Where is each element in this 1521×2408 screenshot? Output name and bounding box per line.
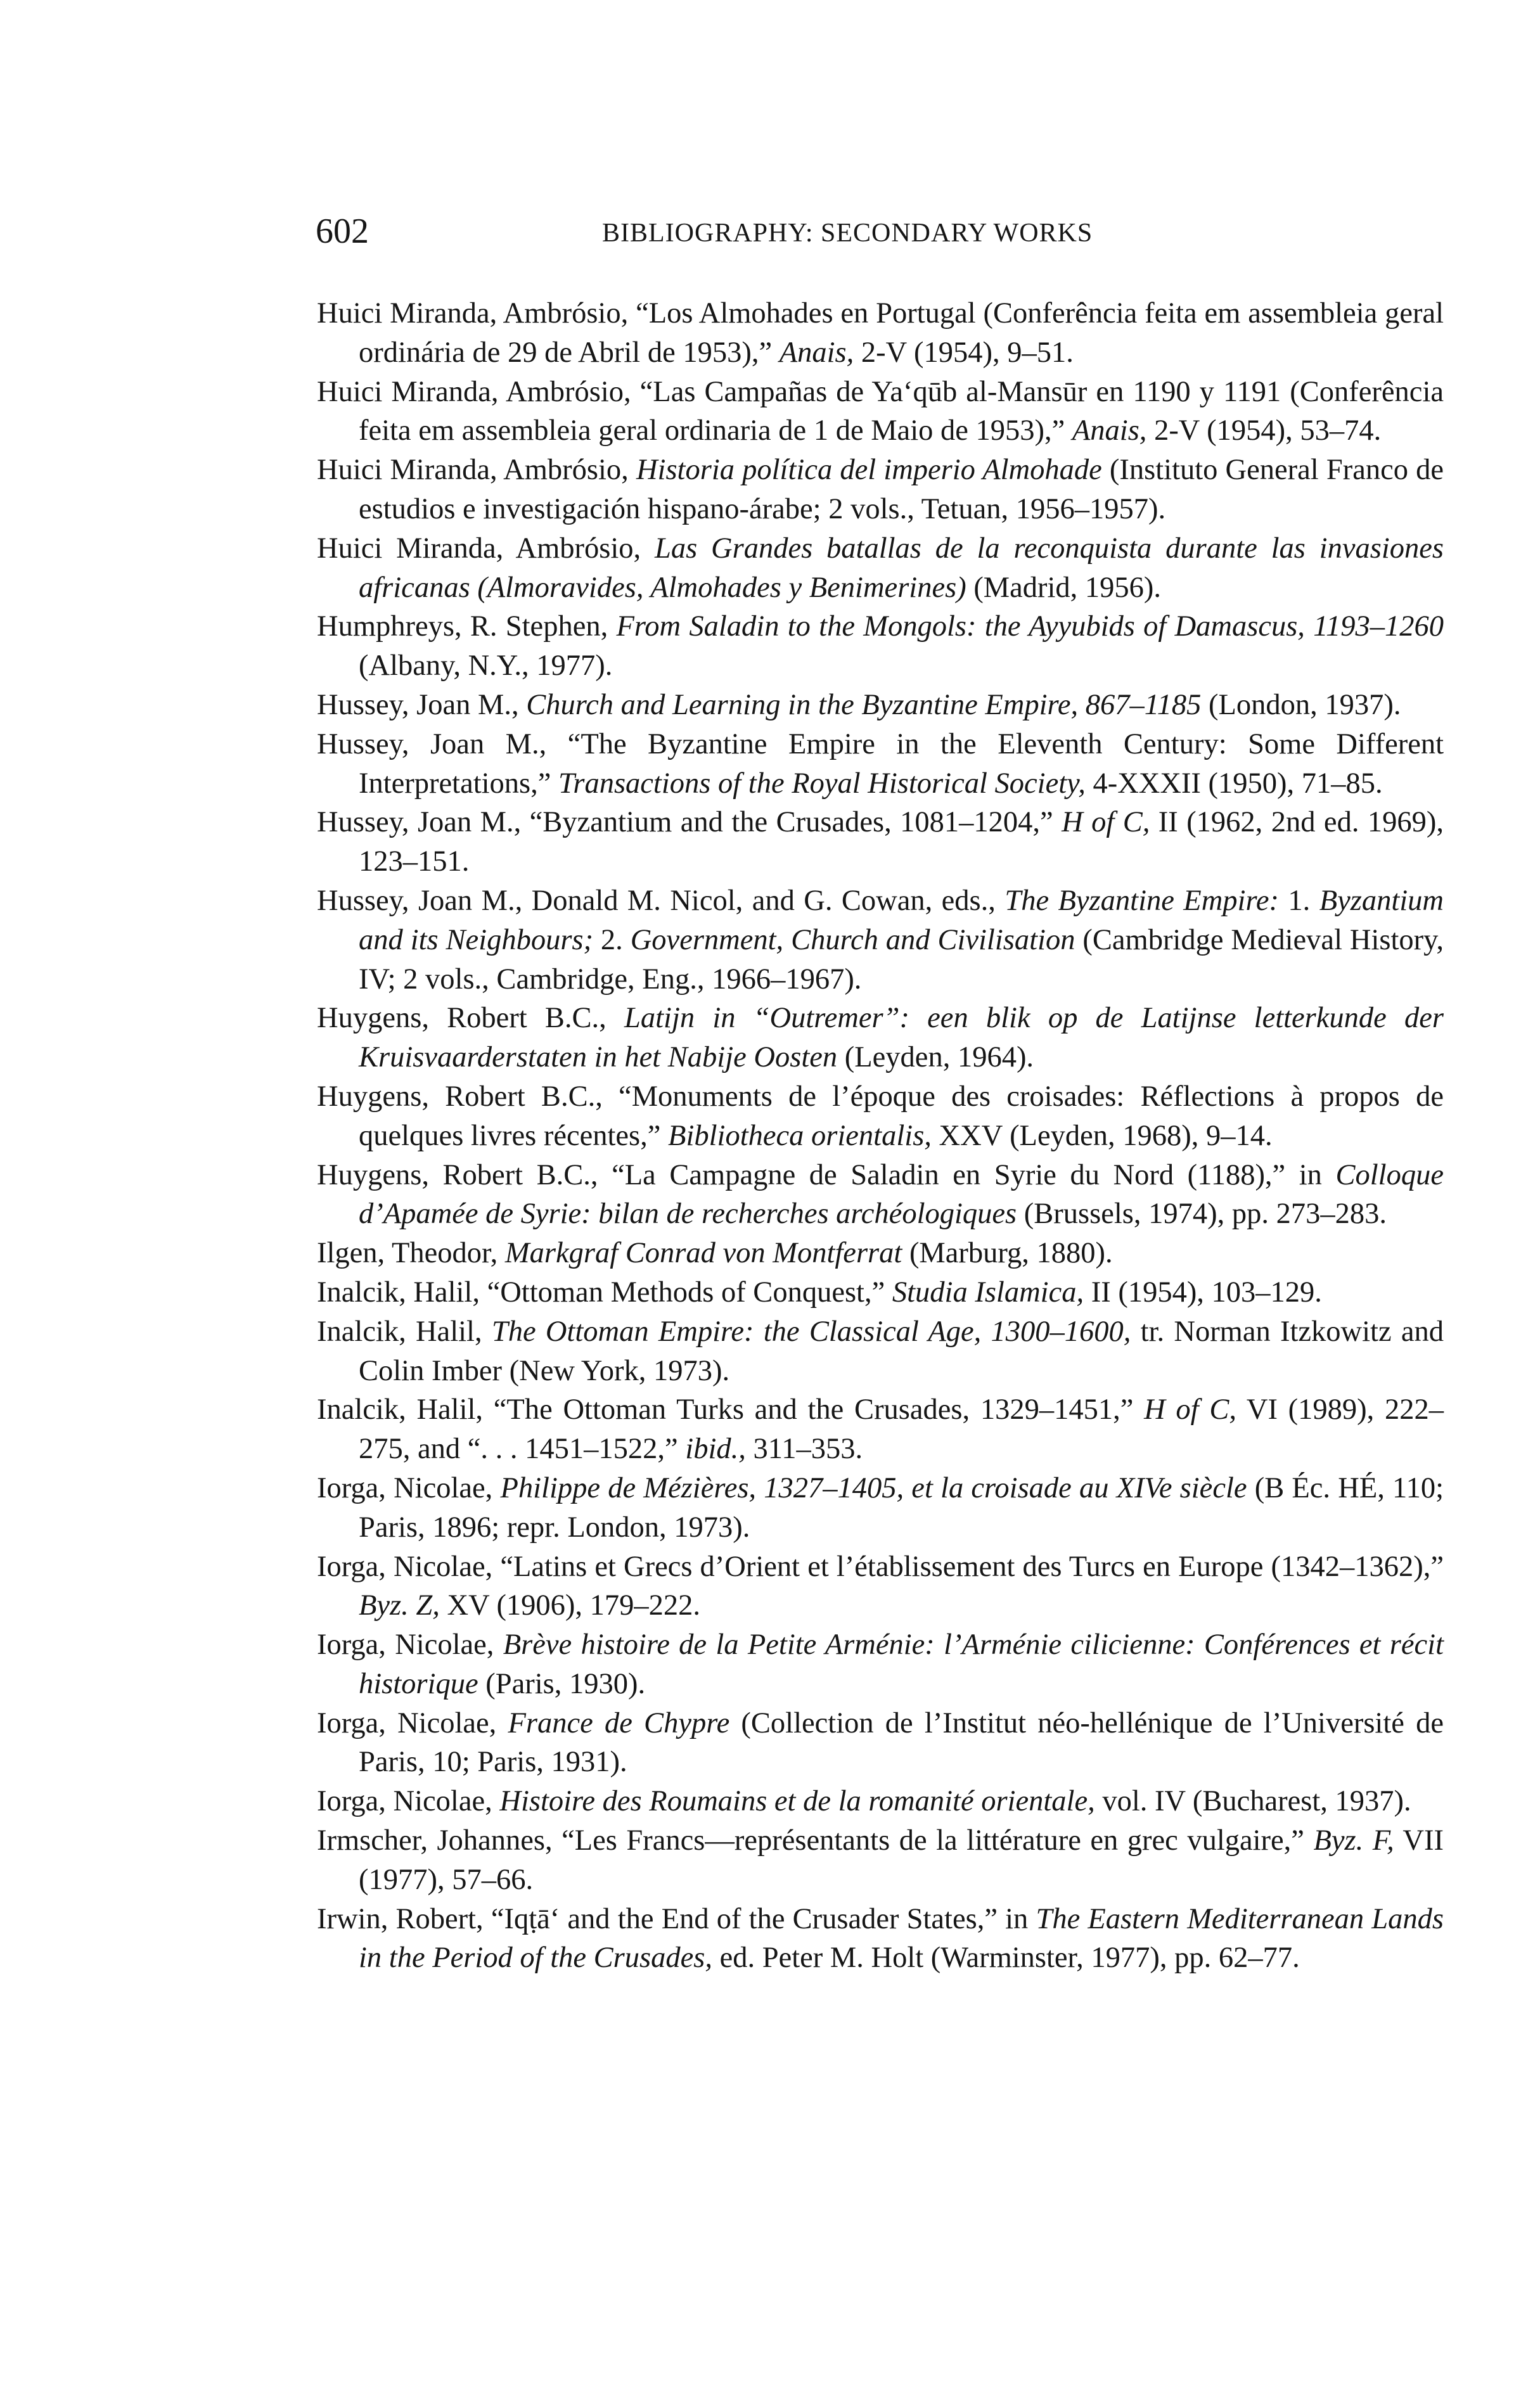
entry-text: 311–353. <box>745 1433 863 1466</box>
entry-text: Iorga, Nicolae, <box>317 1785 500 1818</box>
entry-text: Inalcik, Halil, <box>317 1315 492 1348</box>
entry-title-italic: Byzantium and its Neighbours; <box>359 884 1444 956</box>
entry-title-italic: Histoire des Roumains et de la romanité orientale, <box>499 1785 1095 1818</box>
entry-text: 2. <box>593 923 631 956</box>
entry-title-italic: Government, Church and Civilisation <box>630 923 1075 956</box>
entry-title-italic: Brève histoire de la Petite Arménie: l’Arménie cilicienne: Conférences et récit historique <box>359 1629 1444 1700</box>
running-header-title: BIBLIOGRAPHY: SECONDARY WORKS <box>602 219 1093 248</box>
bibliography-entry <box>317 373 1444 451</box>
entry-text: XV (1906), 179–222. <box>439 1589 701 1622</box>
entry-text: 2-V (1954), 53–74. <box>1146 414 1382 447</box>
entry-text: Hussey, Joan M., “Byzantium and the Crusades, 1081–1204,” <box>317 806 1062 839</box>
entry-text: (B Éc. HÉ, 110; Paris, 1896; repr. London, 1973). <box>359 1471 1444 1544</box>
entry-text: Iorga, Nicolae, <box>317 1707 508 1739</box>
entry-text: (London, 1937). <box>1201 688 1401 721</box>
page-number: 602 <box>316 212 369 251</box>
entry-title-italic: Byz. Z, <box>359 1589 440 1622</box>
entry-text: Humphreys, R. Stephen, <box>317 610 617 643</box>
bibliography-entry <box>317 1077 1444 1156</box>
entry-text: Hussey, Joan M., Donald M. Nicol, and G. Cowan, eds., <box>317 884 1005 917</box>
bibliography-entry <box>317 607 1444 686</box>
entry-title-italic: Studia Islamica, <box>892 1276 1084 1309</box>
entry-text: Hussey, Joan M., “The Byzantine Empire in the Eleventh Century: Some Different Interpretations,” <box>317 727 1444 800</box>
bibliography-entry <box>317 1704 1444 1783</box>
entry-text: ed. Peter M. Holt (Warminster, 1977), pp. 62–77. <box>712 1942 1300 1975</box>
entry-text: (Marburg, 1880). <box>902 1237 1113 1270</box>
bibliography-entry <box>317 1625 1444 1704</box>
entry-title-italic: The Ottoman Empire: the Classical Age, 1300–1600, <box>491 1315 1131 1348</box>
entry-text: Ilgen, Theodor, <box>317 1237 505 1270</box>
entry-text: VII (1977), 57–66. <box>359 1824 1444 1896</box>
entry-text: 2-V (1954), 9–51. <box>854 336 1074 369</box>
bibliography-entry <box>317 294 1444 373</box>
entry-text: Huygens, Robert B.C., “Monuments de l’époque des croisades: Réflections à propos de quelques livres récentes,” <box>317 1080 1444 1152</box>
entry-text: XXV (Leyden, 1968), 9–14. <box>931 1119 1273 1152</box>
entry-text: Inalcik, Halil, “The Ottoman Turks and the Crusades, 1329–1451,” <box>317 1393 1145 1426</box>
entry-text: Iorga, Nicolae, “Latins et Grecs d’Orient et l’établissement des Turcs en Europe (1342–1362),” <box>317 1550 1444 1583</box>
bibliography-entry <box>317 1469 1444 1547</box>
entry-text: (Albany, N.Y., 1977). <box>359 650 613 682</box>
entry-text: Iorga, Nicolae, <box>317 1471 501 1504</box>
entry-text: Huygens, Robert B.C., “La Campagne de Saladin en Syrie du Nord (1188),” in <box>317 1158 1336 1191</box>
entry-text: VI (1989), 222–275, and “. . . 1451–1522,” <box>359 1393 1444 1466</box>
entry-title-italic: Byz. F, <box>1313 1824 1394 1857</box>
entry-text: vol. IV (Bucharest, 1937). <box>1094 1785 1411 1818</box>
bibliography-list <box>317 294 1444 1978</box>
entry-text: (Instituto General Franco de estudios e investigación hispano-árabe; 2 vols., Tetuan, 1956–1957). <box>359 454 1444 525</box>
entry-title-italic: The Byzantine Empire: <box>1004 884 1279 917</box>
entry-text: 1. <box>1278 884 1319 917</box>
entry-title-italic: Colloque d’Apamée de Syrie: bilan de recherches archéologiques <box>359 1158 1444 1231</box>
entry-text: Irwin, Robert, “Iqṭā‘ and the End of the Crusader States,” in <box>317 1902 1036 1935</box>
bibliography-entry <box>317 529 1444 608</box>
bibliography-entry <box>317 1273 1444 1312</box>
entry-text: (Leyden, 1964). <box>837 1041 1034 1074</box>
entry-title-italic: Anais, <box>779 336 854 369</box>
bibliography-entry <box>317 725 1444 804</box>
entry-text: (Cambridge Medieval History, IV; 2 vols., Cambridge, Eng., 1966–1967). <box>359 923 1444 996</box>
entry-title-italic: Las Grandes batallas de la reconquista durante las invasiones africanas (Almoravides, Almohades y Benimerines) <box>359 532 1444 604</box>
bibliography-entry <box>317 1234 1444 1273</box>
entry-title-italic: Markgraf Conrad von Montferrat <box>504 1237 902 1270</box>
entry-title-italic: Transactions of the Royal Historical Society, <box>558 767 1086 800</box>
entry-title-italic: ibid., <box>685 1433 746 1466</box>
entry-title-italic: H of C, <box>1062 806 1150 839</box>
entry-text: Huici Miranda, Ambrósio, <box>317 454 636 487</box>
entry-title-italic: Philippe de Mézières, 1327–1405, et la croisade au XIVe siècle <box>500 1471 1247 1504</box>
entry-title-italic: Anais, <box>1072 414 1147 447</box>
bibliography-entry <box>317 999 1444 1077</box>
entry-text: tr. Norman Itzkowitz and Colin Imber (New York, 1973). <box>359 1315 1444 1387</box>
entry-title-italic: Latijn in “Outremer”: een blik op de Latijnse letterkunde der Kruisvaarderstaten in het Nabije Oosten <box>359 1002 1444 1074</box>
bibliography-entry <box>317 881 1444 999</box>
entry-text: Huygens, Robert B.C., <box>317 1002 624 1035</box>
entry-text: (Paris, 1930). <box>478 1667 646 1700</box>
entry-text: Huici Miranda, Ambrósio, “Las Campañas de Ya‘qūb al-Mansūr en 1190 y 1191 (Conferência feita em assembleia geral ordinaria de 1 de Maio de 1953),” <box>317 375 1444 447</box>
entry-text: Huici Miranda, Ambrósio, <box>317 532 655 565</box>
entry-text: Huici Miranda, Ambrósio, “Los Almohades en Portugal (Conferência feita em assembleia geral ordinária de 29 de Abril de 1953),” <box>317 297 1444 369</box>
entry-title-italic: Bibliotheca orientalis, <box>668 1119 932 1152</box>
bibliography-entry <box>317 1821 1444 1900</box>
bibliography-entry <box>317 686 1444 725</box>
bibliography-entry <box>317 1782 1444 1821</box>
entry-text: (Brussels, 1974), pp. 273–283. <box>1017 1198 1387 1231</box>
running-head <box>316 209 1444 253</box>
bibliography-entry <box>317 1390 1444 1469</box>
bibliography-entry <box>317 1312 1444 1391</box>
entry-text: II (1962, 2nd ed. 1969), 123–151. <box>359 806 1444 878</box>
entry-title-italic: H of C, <box>1144 1393 1236 1426</box>
entry-title-italic: The Eastern Mediterranean Lands in the Period of the Crusades, <box>359 1902 1444 1975</box>
bibliography-entry <box>317 1900 1444 1978</box>
entry-text: Hussey, Joan M., <box>317 688 527 721</box>
bibliography-entry <box>317 451 1444 529</box>
entry-title-italic: France de Chypre <box>508 1707 730 1739</box>
entry-text: Irmscher, Johannes, “Les Francs—représentants de la littérature en grec vulgaire,” <box>317 1824 1314 1857</box>
entry-title-italic: From Saladin to the Mongols: the Ayyubids of Damascus, 1193–1260 <box>616 610 1444 643</box>
entry-title-italic: Historia política del imperio Almohade <box>636 454 1102 487</box>
entry-text: Iorga, Nicolae, <box>317 1629 503 1662</box>
bibliography-entry <box>317 1156 1444 1234</box>
entry-text: (Collection de l’Institut néo-hellénique de l’Université de Paris, 10; Paris, 1931). <box>359 1707 1444 1779</box>
entry-text: Inalcik, Halil, “Ottoman Methods of Conquest,” <box>317 1276 892 1309</box>
entry-text: (Madrid, 1956). <box>966 571 1162 604</box>
bibliography-entry <box>317 1547 1444 1626</box>
entry-text: 4-XXXII (1950), 71–85. <box>1085 767 1383 800</box>
entry-title-italic: Church and Learning in the Byzantine Empire, 867–1185 <box>526 688 1202 721</box>
bibliography-entry <box>317 803 1444 881</box>
entry-text: II (1954), 103–129. <box>1084 1276 1322 1309</box>
